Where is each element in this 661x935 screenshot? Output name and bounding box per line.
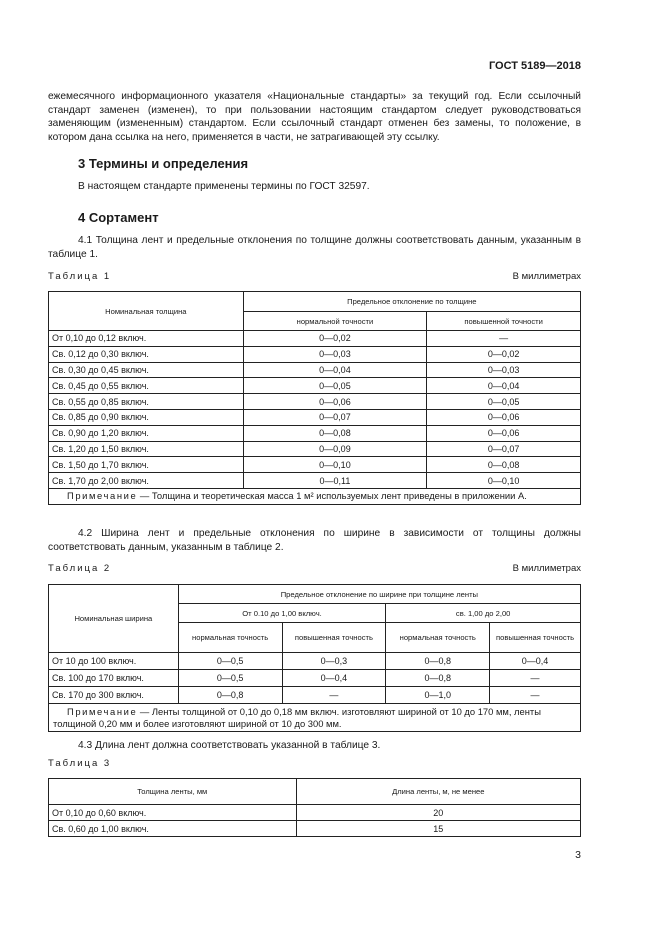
table-cell: 0—0,8 [178, 687, 282, 704]
page-number: 3 [575, 849, 581, 861]
table-2-head-range-1: От 0.10 до 1,00 включ. [178, 604, 386, 623]
table-2-caption: Таблица 2 [48, 563, 112, 574]
table-1-head-thickness: Номинальная толщина [49, 292, 244, 331]
table-row [49, 331, 581, 347]
table-2-head-high-1: повышенная точность [282, 623, 386, 653]
table-3-caption: Таблица 3 [48, 758, 112, 769]
table-cell: 0—0,09 [243, 441, 427, 457]
table-cell: От 0,10 до 0,12 включ. [49, 331, 244, 347]
table-1-note-text: — Толщина и теоретическая масса 1 м² используемых лент приведены в приложении А. [137, 490, 527, 502]
table-3-head-length: Длина ленты, м, не менее [296, 779, 580, 805]
table-cell: Св. 0,30 до 0,45 включ. [49, 362, 244, 378]
table-2-head-normal-2: нормальная точность [386, 623, 490, 653]
table-cell: 0—0,03 [427, 362, 581, 378]
table-cell: 0—0,04 [427, 378, 581, 394]
table-3 [48, 778, 581, 837]
table-cell: Св. 0,12 до 0,30 включ. [49, 346, 244, 362]
table-cell: 0—0,11 [243, 473, 427, 489]
table-cell: 0—0,05 [243, 378, 427, 394]
table-row [49, 378, 581, 394]
table-cell: — [490, 687, 581, 704]
table-cell: Св. 1,20 до 1,50 включ. [49, 441, 244, 457]
section-3-text: В настоящем стандарте применены термины по ГОСТ 32597. [78, 181, 370, 192]
table-cell: 20 [296, 805, 580, 821]
table-cell: 15 [296, 821, 580, 837]
paragraph-4-1: 4.1 Толщина лент и предельные отклонения по толщине должны соответствовать данным, указанным в таблице 1. [48, 235, 581, 260]
table-cell: Св. 100 до 170 включ. [49, 670, 179, 687]
table-cell: 0—0,4 [490, 653, 581, 670]
table-1-head-normal: нормальной точности [243, 312, 427, 331]
table-cell: Св. 0,90 до 1,20 включ. [49, 425, 244, 441]
table-row [49, 394, 581, 410]
table-cell: 0—0,8 [386, 670, 490, 687]
table-2-unit: В миллиметрах [512, 563, 581, 574]
table-2-note-text: — Ленты толщиной от 0,10 до 0,18 мм включ. изготовляют шириной от 10 до 170 мм, ленты толщиной 0,20 мм и более изготовляют шириной от 10 до 300 мм. [53, 705, 541, 729]
table-row [49, 687, 581, 704]
table-cell: 0—0,5 [178, 653, 282, 670]
paragraph-4-2: 4.2 Ширина лент и предельные отклонения по ширине в зависимости от толщины должны соответствовать данным, указанным в таблице 2. [48, 528, 581, 553]
table-row [49, 425, 581, 441]
table-2-head-high-2: повышенная точность [490, 623, 581, 653]
table-1-note-label: Примечание [67, 490, 138, 502]
table-cell: 0—0,07 [427, 441, 581, 457]
table-cell: 0—0,02 [427, 346, 581, 362]
table-2-head-deviation: Предельное отклонение по ширине при толщине ленты [178, 585, 580, 604]
table-row [49, 653, 581, 670]
table-2-head-normal-1: нормальная точность [178, 623, 282, 653]
section-4-title: 4 Сортамент [78, 210, 159, 225]
table-row [49, 346, 581, 362]
table-2 [48, 584, 581, 732]
table-cell: Св. 1,70 до 2,00 включ. [49, 473, 244, 489]
table-1-caption: Таблица 1 [48, 271, 112, 282]
table-1-head-deviation: Предельное отклонение по толщине [243, 292, 580, 312]
table-1 [48, 291, 581, 505]
table-cell: От 0,10 до 0,60 включ. [49, 805, 297, 821]
table-cell: 0—0,06 [427, 425, 581, 441]
table-row [49, 362, 581, 378]
table-cell: 0—0,06 [243, 394, 427, 410]
table-cell: 0—0,02 [243, 331, 427, 347]
table-2-head-width: Номинальная ширина [49, 585, 179, 653]
table-cell: Св. 0,45 до 0,55 включ. [49, 378, 244, 394]
table-row [49, 473, 581, 489]
standard-header: ГОСТ 5189—2018 [488, 60, 581, 72]
table-cell: 0—0,08 [243, 425, 427, 441]
table-cell: 0—0,04 [243, 362, 427, 378]
table-cell: 0—0,8 [386, 653, 490, 670]
table-3-head-thickness: Толщина ленты, мм [49, 779, 297, 805]
table-cell: 0—0,10 [243, 457, 427, 473]
table-cell: Св. 0,55 до 0,85 включ. [49, 394, 244, 410]
table-cell: 0—0,05 [427, 394, 581, 410]
table-cell: От 10 до 100 включ. [49, 653, 179, 670]
table-cell: 0—0,06 [427, 409, 581, 425]
table-cell: 0—0,3 [282, 653, 386, 670]
table-cell: Св. 170 до 300 включ. [49, 687, 179, 704]
table-1-head-high: повышенной точности [427, 312, 581, 331]
table-2-head-range-2: св. 1,00 до 2,00 [386, 604, 581, 623]
table-cell: — [282, 687, 386, 704]
table-cell: — [427, 331, 581, 347]
table-2-note-label: Примечание [67, 705, 138, 717]
table-cell: 0—1,0 [386, 687, 490, 704]
table-cell: 0—0,4 [282, 670, 386, 687]
section-3-title: 3 Термины и определения [78, 156, 249, 171]
table-row [49, 670, 581, 687]
table-cell: Св. 1,50 до 1,70 включ. [49, 457, 244, 473]
intro-paragraph: ежемесячного информационного указателя «Национальные стандарты» за текущий год. Если ссылочный стандарт заменен (изменен), то при пользовании настоящим стандартом следует руководствоваться заменяющим (измененным) стандартом. Если ссылочный стандарт отменен без замены, то положение, в котором дана ссылка на него, применяется в части, не затрагивающей эту ссылку. [48, 91, 581, 143]
table-2-note [49, 704, 581, 732]
paragraph-4-3: 4.3 Длина лент должна соответствовать указанной в таблице 3. [78, 740, 381, 751]
table-cell: 0—0,07 [243, 409, 427, 425]
table-cell: 0—0,5 [178, 670, 282, 687]
table-cell: Св. 0,85 до 0,90 включ. [49, 409, 244, 425]
table-cell: 0—0,08 [427, 457, 581, 473]
table-cell: 0—0,10 [427, 473, 581, 489]
table-row [49, 821, 581, 837]
table-1-note [49, 488, 581, 504]
table-1-unit: В миллиметрах [512, 271, 581, 282]
table-cell: Св. 0,60 до 1,00 включ. [49, 821, 297, 837]
table-cell: 0—0,03 [243, 346, 427, 362]
table-3-body [49, 805, 581, 837]
table-1-body [49, 331, 581, 489]
table-row [49, 457, 581, 473]
table-row [49, 409, 581, 425]
table-row [49, 805, 581, 821]
table-row [49, 441, 581, 457]
table-2-body [49, 653, 581, 704]
table-cell: — [490, 670, 581, 687]
